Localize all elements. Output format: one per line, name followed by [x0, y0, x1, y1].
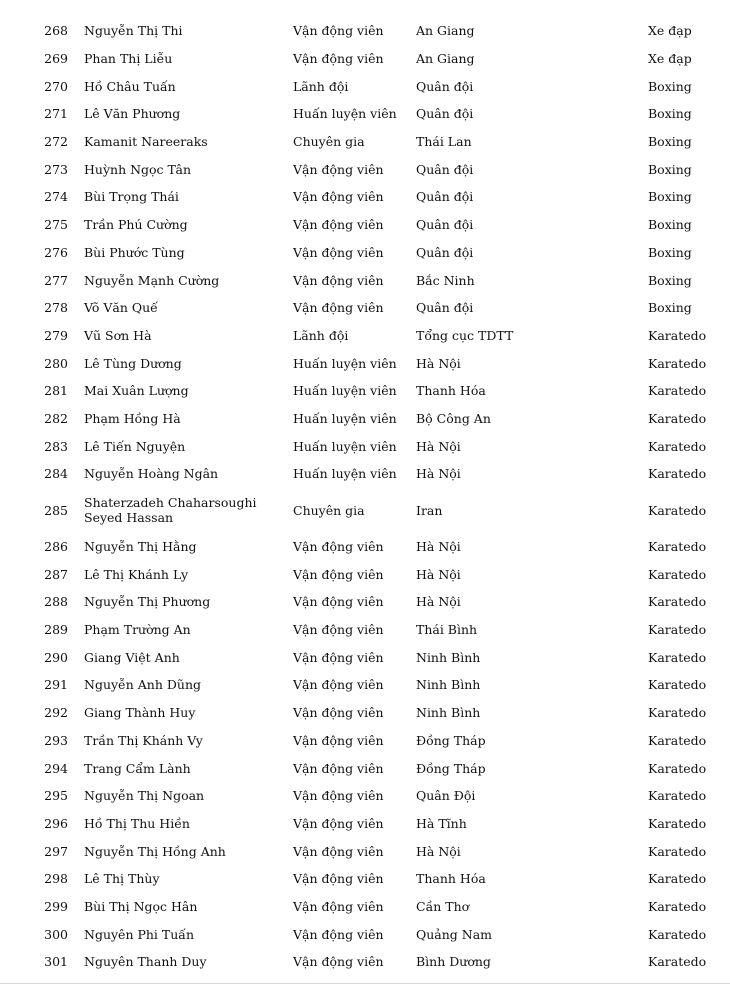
person-name: Nguyễn Thị Thi — [84, 23, 183, 39]
person-role: Vận động viên — [293, 649, 384, 665]
table-row — [0, 865, 730, 893]
table-row — [0, 616, 730, 644]
table-row — [0, 377, 730, 405]
row-number: 268 — [44, 23, 68, 39]
person-unit: Quân đội — [416, 300, 474, 316]
person-sport: Karatedo — [648, 677, 707, 693]
person-role: Vận động viên — [293, 788, 384, 804]
table-row — [0, 782, 730, 810]
table-row — [0, 920, 730, 948]
row-number: 281 — [44, 383, 68, 399]
table-row — [0, 294, 730, 322]
person-role: Vận động viên — [293, 926, 384, 942]
person-unit: An Giang — [416, 51, 475, 67]
table-row — [0, 643, 730, 671]
person-name: Phạm Trường An — [84, 622, 191, 638]
person-sport: Karatedo — [648, 732, 707, 748]
row-number: 290 — [44, 649, 68, 665]
person-name: Nguyên Thanh Duy — [84, 954, 207, 970]
person-role: Vận động viên — [293, 622, 384, 638]
table-row — [0, 349, 730, 377]
row-number: 289 — [44, 622, 68, 638]
person-unit: Ninh Bình — [416, 677, 481, 693]
table-row — [0, 754, 730, 782]
person-unit: Hà Nội — [416, 438, 461, 454]
table-row — [0, 727, 730, 755]
table-row — [0, 183, 730, 211]
person-name: Trần Phú Cường — [84, 217, 188, 233]
table-row — [0, 460, 730, 488]
person-name: Nguyễn Thị Hằng — [84, 539, 197, 555]
person-sport: Karatedo — [648, 871, 707, 887]
table-row — [0, 266, 730, 294]
row-number: 283 — [44, 438, 68, 454]
person-role: Vận động viên — [293, 300, 384, 316]
person-role: Huấn luyện viên — [293, 466, 397, 482]
row-number: 274 — [44, 189, 68, 205]
person-sport: Karatedo — [648, 466, 707, 482]
person-name: Nguyễn Thị Ngoan — [84, 788, 205, 804]
person-name: Phan Thị Liễu — [84, 51, 173, 67]
person-sport: Boxing — [648, 189, 692, 205]
person-sport: Karatedo — [648, 438, 707, 454]
bottom-divider — [0, 983, 730, 984]
person-role: Huấn luyện viên — [293, 355, 397, 371]
row-number: 297 — [44, 843, 68, 859]
table-row — [0, 45, 730, 73]
person-name: Vũ Sơn Hà — [84, 327, 152, 343]
person-role: Vận động viên — [293, 705, 384, 721]
person-sport: Boxing — [648, 300, 692, 316]
person-unit: Thái Bình — [416, 622, 478, 638]
person-unit: Cần Thơ — [416, 898, 470, 914]
person-sport: Karatedo — [648, 705, 707, 721]
person-name: Trang Cẩm Lành — [84, 760, 191, 776]
person-name: Lê Tiến Nguyện — [84, 438, 186, 454]
person-unit: Hà Tĩnh — [416, 815, 467, 831]
person-name: Hồ Châu Tuấn — [84, 78, 176, 94]
person-role: Vận động viên — [293, 815, 384, 831]
person-name: Kamanit Nareeraks — [84, 134, 208, 150]
row-number: 295 — [44, 788, 68, 804]
person-name: Shaterzadeh Chaharsoughi Seyed Hassan — [84, 495, 257, 526]
person-sport: Xe đạp — [648, 51, 692, 67]
person-role: Vận động viên — [293, 760, 384, 776]
row-number: 296 — [44, 815, 68, 831]
person-role: Vận động viên — [293, 244, 384, 260]
table-row — [0, 72, 730, 100]
person-name: Nguyễn Thị Hồng Anh — [84, 843, 226, 859]
person-unit: An Giang — [416, 23, 475, 39]
person-sport: Karatedo — [648, 898, 707, 914]
person-sport: Boxing — [648, 244, 692, 260]
table-row — [0, 671, 730, 699]
person-sport: Karatedo — [648, 649, 707, 665]
table-row — [0, 699, 730, 727]
person-role: Chuyên gia — [293, 134, 365, 150]
person-unit: Quân Đội — [416, 788, 476, 804]
person-name: Nguyễn Thị Phương — [84, 594, 211, 610]
person-name: Phạm Hồng Hà — [84, 410, 181, 426]
person-unit: Thanh Hóa — [416, 383, 486, 399]
person-unit: Quân đội — [416, 106, 474, 122]
person-sport: Boxing — [648, 272, 692, 288]
person-sport: Karatedo — [648, 383, 707, 399]
row-number: 284 — [44, 466, 68, 482]
person-name: Bùi Trọng Thái — [84, 189, 179, 205]
person-role: Lãnh đội — [293, 78, 349, 94]
person-name: Huỳnh Ngọc Tân — [84, 161, 192, 177]
person-sport: Karatedo — [648, 815, 707, 831]
table-row — [0, 432, 730, 460]
person-role: Chuyên gia — [293, 502, 365, 518]
table-row — [0, 322, 730, 350]
person-sport: Karatedo — [648, 622, 707, 638]
person-name: Giang Việt Anh — [84, 649, 180, 665]
person-unit: Quân đội — [416, 217, 474, 233]
person-sport: Karatedo — [648, 843, 707, 859]
person-name: Lê Văn Phương — [84, 106, 181, 122]
person-unit: Thanh Hóa — [416, 871, 486, 887]
person-unit: Đồng Tháp — [416, 732, 486, 748]
person-sport: Karatedo — [648, 594, 707, 610]
person-role: Vận động viên — [293, 871, 384, 887]
person-role: Vận động viên — [293, 898, 384, 914]
person-sport: Karatedo — [648, 566, 707, 582]
person-sport: Boxing — [648, 134, 692, 150]
person-name: Giang Thành Huy — [84, 705, 196, 721]
person-unit: Quảng Nam — [416, 926, 493, 942]
table-row — [0, 488, 730, 533]
person-sport: Karatedo — [648, 410, 707, 426]
row-number: 276 — [44, 244, 68, 260]
person-name: Bùi Thị Ngọc Hân — [84, 898, 198, 914]
person-name: Nguyễn Anh Dũng — [84, 677, 201, 693]
person-name: Hồ Thị Thu Hiền — [84, 815, 190, 831]
table-row — [0, 893, 730, 921]
person-role: Huấn luyện viên — [293, 383, 397, 399]
row-number: 270 — [44, 78, 68, 94]
row-number: 293 — [44, 732, 68, 748]
person-role: Vận động viên — [293, 566, 384, 582]
person-unit: Quân đội — [416, 244, 474, 260]
row-number: 291 — [44, 677, 68, 693]
row-number: 277 — [44, 272, 68, 288]
person-name: Nguyên Phi Tuấn — [84, 926, 195, 942]
person-sport: Boxing — [648, 161, 692, 177]
row-number: 269 — [44, 51, 68, 67]
person-sport: Karatedo — [648, 954, 707, 970]
row-number: 286 — [44, 539, 68, 555]
row-number: 275 — [44, 217, 68, 233]
row-number: 279 — [44, 327, 68, 343]
person-role: Vận động viên — [293, 954, 384, 970]
person-sport: Karatedo — [648, 355, 707, 371]
person-name: Mai Xuân Lượng — [84, 383, 189, 399]
row-number: 288 — [44, 594, 68, 610]
row-number: 272 — [44, 134, 68, 150]
person-sport: Boxing — [648, 217, 692, 233]
row-number: 273 — [44, 161, 68, 177]
person-unit: Iran — [416, 502, 443, 518]
row-number: 300 — [44, 926, 68, 942]
person-name: Bùi Phước Tùng — [84, 244, 185, 260]
person-name: Võ Văn Quế — [84, 300, 158, 316]
table-row — [0, 405, 730, 433]
person-sport: Karatedo — [648, 788, 707, 804]
person-unit: Hà Nội — [416, 594, 461, 610]
person-sport: Karatedo — [648, 327, 707, 343]
person-unit: Quân đội — [416, 189, 474, 205]
person-role: Vận động viên — [293, 677, 384, 693]
table-row — [0, 588, 730, 616]
person-unit: Tổng cục TDTT — [416, 327, 514, 343]
person-unit: Bộ Công An — [416, 410, 491, 426]
person-sport: Karatedo — [648, 502, 707, 518]
person-role: Vận động viên — [293, 161, 384, 177]
table-row — [0, 533, 730, 561]
person-unit: Hà Nội — [416, 355, 461, 371]
person-name: Nguyễn Mạnh Cường — [84, 272, 220, 288]
person-sport: Boxing — [648, 78, 692, 94]
table-row — [0, 211, 730, 239]
person-name: Trần Thị Khánh Vy — [84, 732, 203, 748]
person-unit: Thái Lan — [416, 134, 472, 150]
row-number: 287 — [44, 566, 68, 582]
person-role: Lãnh đội — [293, 327, 349, 343]
person-unit: Quân đội — [416, 78, 474, 94]
table-row — [0, 128, 730, 156]
person-sport: Karatedo — [648, 760, 707, 776]
person-sport: Karatedo — [648, 539, 707, 555]
person-name: Lê Thị Khánh Ly — [84, 566, 189, 582]
person-sport: Karatedo — [648, 926, 707, 942]
person-unit: Bình Dương — [416, 954, 491, 970]
row-number: 298 — [44, 871, 68, 887]
table-row — [0, 560, 730, 588]
person-sport: Boxing — [648, 106, 692, 122]
table-row — [0, 17, 730, 45]
person-name: Lê Tùng Dương — [84, 355, 182, 371]
person-unit: Đồng Tháp — [416, 760, 486, 776]
row-number: 301 — [44, 954, 68, 970]
person-role: Huấn luyện viên — [293, 438, 397, 454]
person-name: Lê Thị Thùy — [84, 871, 160, 887]
person-role: Vận động viên — [293, 217, 384, 233]
person-role: Vận động viên — [293, 539, 384, 555]
person-unit: Hà Nội — [416, 843, 461, 859]
row-number: 294 — [44, 760, 68, 776]
person-role: Vận động viên — [293, 594, 384, 610]
person-unit: Hà Nội — [416, 566, 461, 582]
table-row — [0, 810, 730, 838]
person-role: Vận động viên — [293, 732, 384, 748]
row-number: 292 — [44, 705, 68, 721]
person-role: Vận động viên — [293, 272, 384, 288]
person-role: Vận động viên — [293, 843, 384, 859]
row-number: 271 — [44, 106, 68, 122]
roster-table — [0, 17, 730, 976]
table-row — [0, 239, 730, 267]
row-number: 285 — [44, 502, 68, 518]
person-unit: Quân đội — [416, 161, 474, 177]
table-row — [0, 155, 730, 183]
person-unit: Bắc Ninh — [416, 272, 475, 288]
row-number: 278 — [44, 300, 68, 316]
row-number: 299 — [44, 898, 68, 914]
person-unit: Hà Nội — [416, 466, 461, 482]
person-role: Huấn luyện viên — [293, 106, 397, 122]
table-row — [0, 100, 730, 128]
person-unit: Ninh Bình — [416, 649, 481, 665]
person-unit: Hà Nội — [416, 539, 461, 555]
person-sport: Xe đạp — [648, 23, 692, 39]
row-number: 280 — [44, 355, 68, 371]
person-role: Vận động viên — [293, 51, 384, 67]
row-number: 282 — [44, 410, 68, 426]
person-role: Huấn luyện viên — [293, 410, 397, 426]
table-row — [0, 948, 730, 976]
person-unit: Ninh Bình — [416, 705, 481, 721]
person-role: Vận động viên — [293, 23, 384, 39]
table-row — [0, 837, 730, 865]
person-role: Vận động viên — [293, 189, 384, 205]
person-name: Nguyễn Hoàng Ngân — [84, 466, 219, 482]
